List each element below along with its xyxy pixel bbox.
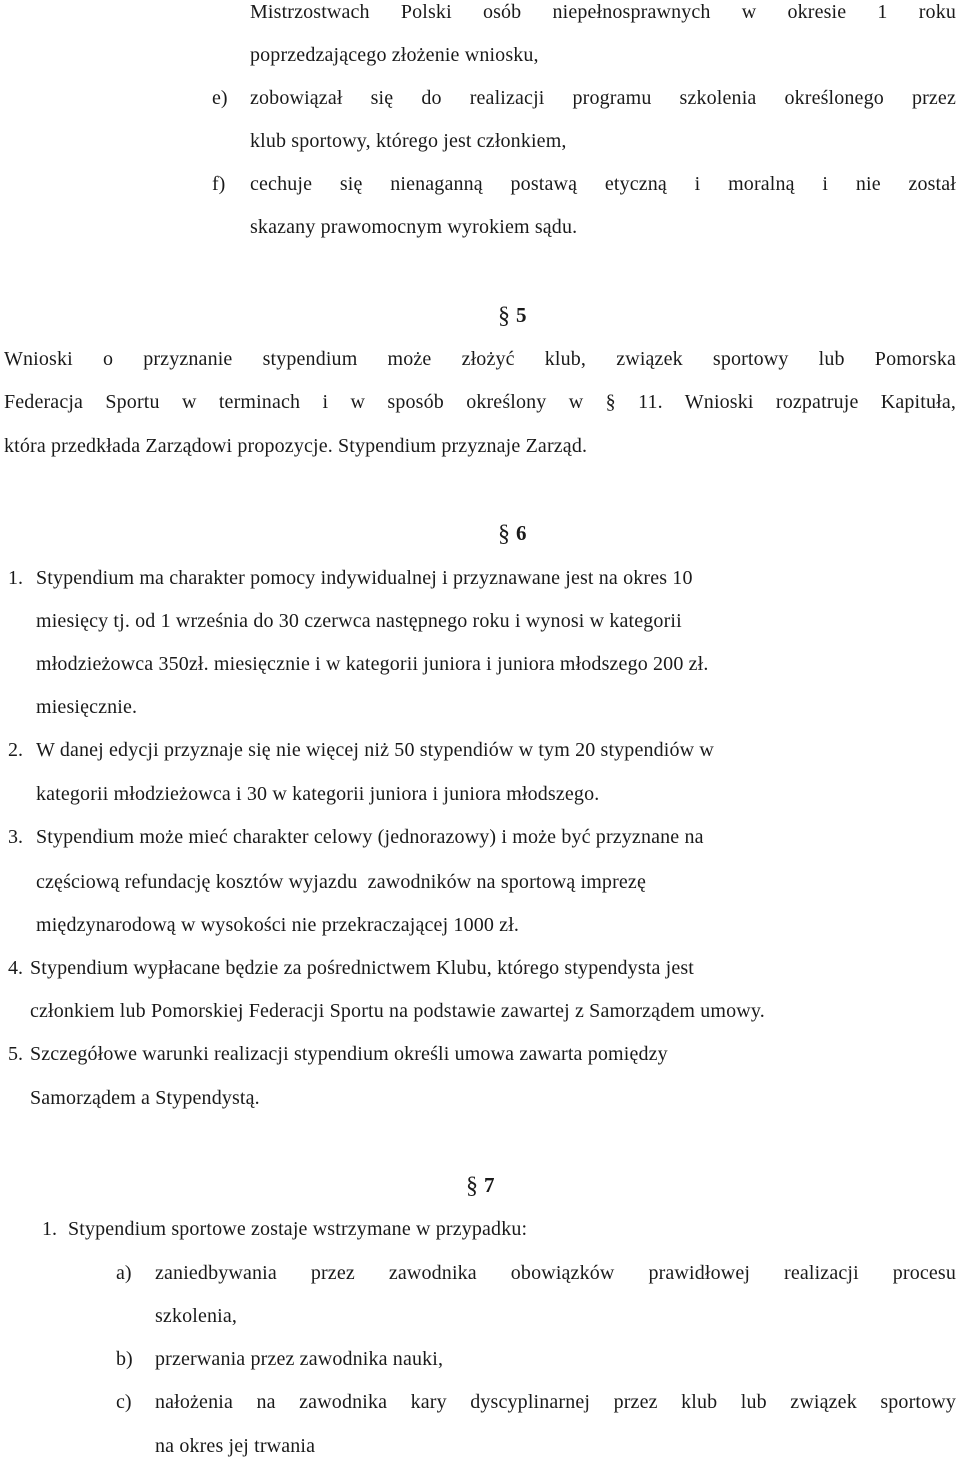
s6-item-1-line-2: miesięcy tj. od 1 września do 30 czerwca następnego roku i wynosi w kategorii — [36, 610, 682, 632]
section-number: 7 — [484, 1173, 495, 1197]
item-d-line-2: poprzedzającego złożenie wniosku, — [250, 44, 539, 66]
s6-item-1-line-1: Stypendium ma charakter pomocy indywidualnej i przyznawane jest na okres 10 — [36, 567, 693, 589]
s6-item-3-line-3: międzynarodową w wysokości nie przekraczającej 1000 zł. — [36, 914, 520, 936]
item-e-label: e) — [212, 87, 228, 109]
s6-item-1-label: 1. — [8, 567, 23, 589]
s7-subitem-a-line-1: zaniedbywania przez zawodnika obowiązków prawidłowej realizacji procesu — [155, 1262, 956, 1284]
s6-item-2-line-1: W danej edycji przyznaje się nie więcej niż 50 stypendiów w tym 20 stypendiów w — [36, 739, 714, 761]
s6-item-3-line-2: częściową refundację kosztów wyjazdu zawodników na sportową imprezę — [36, 871, 646, 893]
s6-item-2-line-2: kategorii młodzieżowca i 30 w kategorii juniora i juniora młodszego. — [36, 783, 600, 805]
s6-item-3-label: 3. — [8, 826, 23, 848]
s7-subitem-b-label: b) — [116, 1348, 133, 1370]
item-f-line-2: skazany prawomocnym wyrokiem sądu. — [250, 216, 578, 238]
s6-item-5-label: 5. — [8, 1043, 23, 1065]
item-f-line-1: cechuje się nienaganną postawą etyczną i moralną i nie został — [250, 173, 956, 195]
section-symbol: § — [498, 521, 510, 547]
item-e-line-2: klub sportowy, którego jest członkiem, — [250, 130, 567, 152]
s6-item-4-line-2: członkiem lub Pomorskiej Federacji Sportu na podstawie zawartej z Samorządem umowy. — [30, 1000, 765, 1022]
section-5-line-2: Federacja Sportu w terminach i w sposób określony w § 11. Wnioski rozpatruje Kapituła, — [4, 391, 956, 413]
s7-subitem-a-label: a) — [116, 1262, 132, 1284]
s7-subitem-a-line-2: szkolenia, — [155, 1305, 238, 1327]
s6-item-3-line-1: Stypendium może mieć charakter celowy (jednorazowy) i może być przyznane na — [36, 826, 704, 848]
s7-item-1-text: Stypendium sportowe zostaje wstrzymane w przypadku: — [68, 1218, 528, 1240]
s6-item-4-line-1: Stypendium wypłacane będzie za pośrednictwem Klubu, którego stypendysta jest — [30, 957, 695, 979]
s6-item-1-line-4: miesięcznie. — [36, 696, 138, 718]
section-5-line-1: Wnioski o przyznanie stypendium może złożyć klub, związek sportowy lub Pomorska — [4, 348, 956, 370]
s6-item-5-line-1: Szczegółowe warunki realizacji stypendium określi umowa zawarta pomiędzy — [30, 1043, 668, 1065]
s7-subitem-c-line-2: na okres jej trwania — [155, 1435, 316, 1457]
s6-item-1-line-3: młodzieżowca 350zł. miesięcznie i w kategorii juniora i juniora młodszego 200 zł. — [36, 653, 709, 675]
s6-item-2-label: 2. — [8, 739, 23, 761]
s7-item-1-label: 1. — [42, 1218, 57, 1240]
s7-subitem-b-line-1: przerwania przez zawodnika nauki, — [155, 1348, 444, 1370]
section-5-line-3: która przedkłada Zarządowi propozycje. Stypendium przyznaje Zarząd. — [4, 435, 588, 457]
item-e-line-1: zobowiązał się do realizacji programu szkolenia określonego przez — [250, 87, 956, 109]
item-d-line-1: Mistrzostwach Polski osób niepełnosprawnych w okresie 1 roku — [250, 1, 956, 23]
section-symbol: § — [466, 1173, 478, 1199]
s7-subitem-c-label: c) — [116, 1391, 132, 1413]
section-symbol: § — [498, 303, 510, 329]
section-number: 5 — [516, 303, 527, 327]
section-5-heading — [498, 303, 527, 327]
item-f-label: f) — [212, 173, 226, 195]
s6-item-4-label: 4. — [8, 957, 23, 979]
s6-item-5-line-2: Samorządem a Stypendystą. — [30, 1087, 260, 1109]
section-6-heading — [498, 521, 527, 545]
section-7-heading — [466, 1173, 495, 1197]
section-number: 6 — [516, 521, 527, 545]
s7-subitem-c-line-1: nałożenia na zawodnika kary dyscyplinarnej przez klub lub związek sportowy — [155, 1391, 956, 1413]
